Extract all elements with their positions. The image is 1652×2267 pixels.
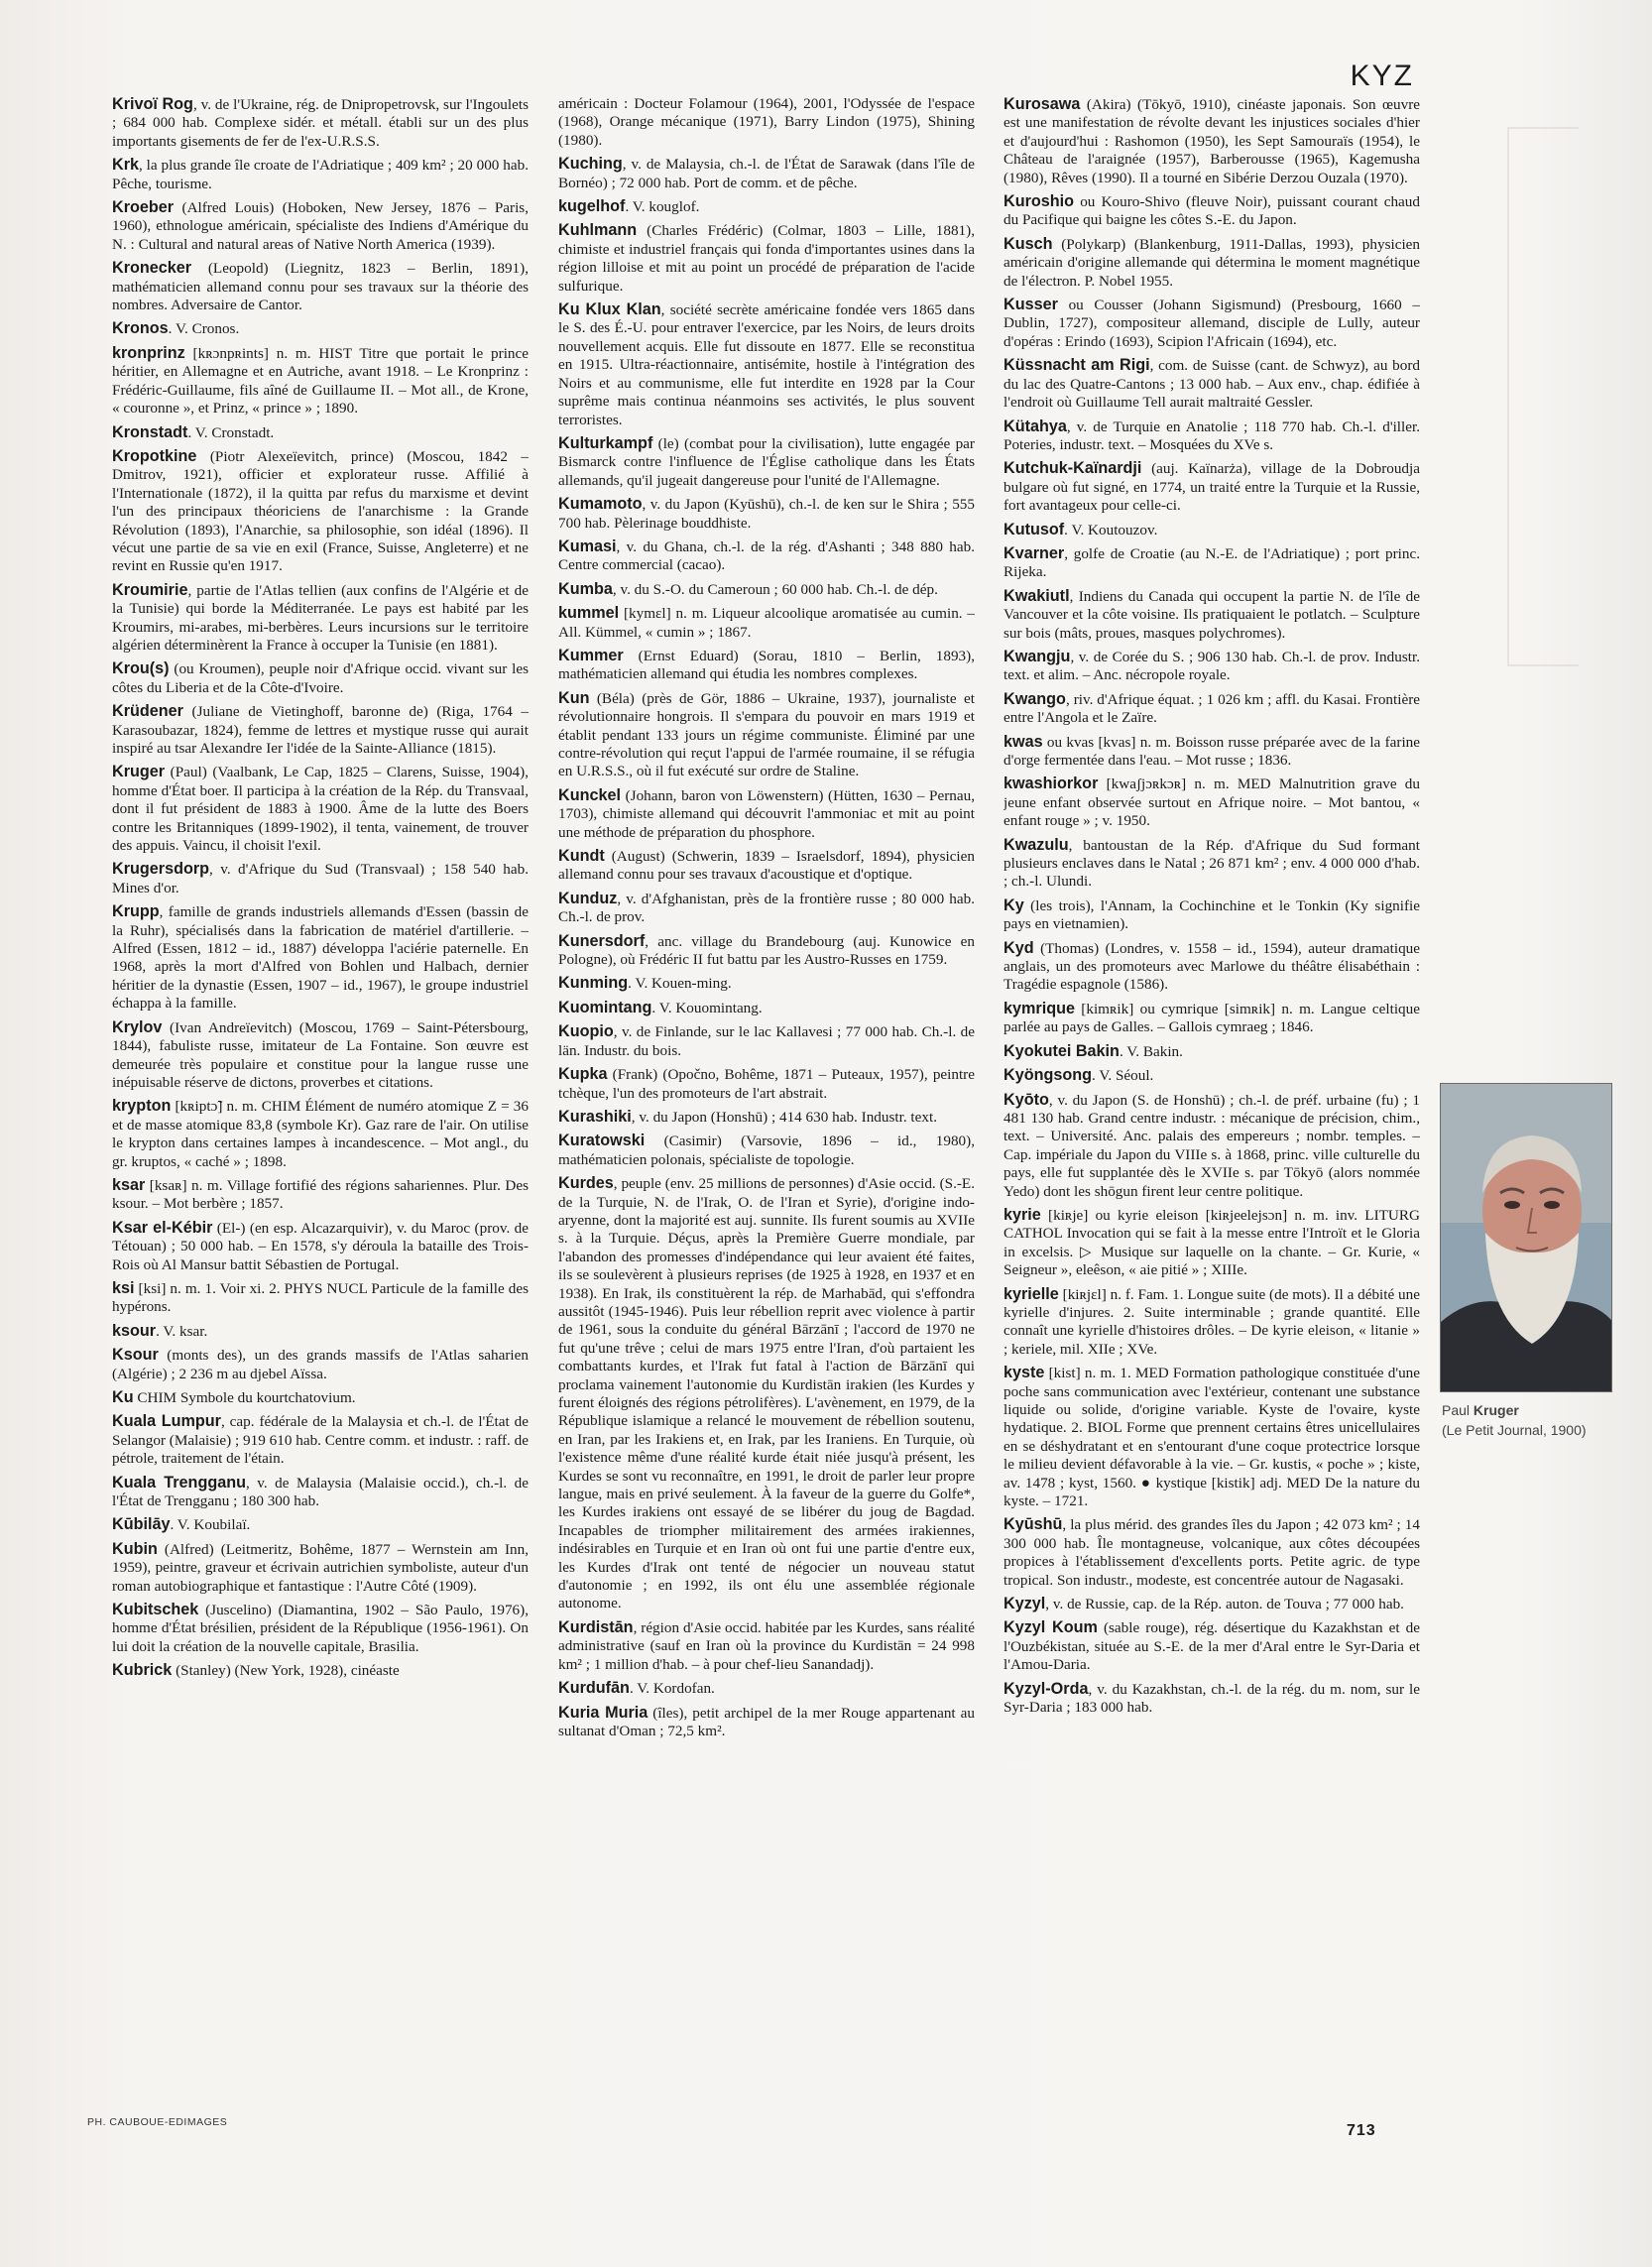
entry-definition: [ksaʀ] n. m. Village fortifié des régions sahariennes. Plur. Des ksour. – Mot berbère ; 1857. (112, 1176, 529, 1213)
dictionary-entry (1003, 836, 1420, 892)
portrait-photo (1440, 1083, 1612, 1392)
entry-definition: (Leopold) (Liegnitz, 1823 – Berlin, 1891), mathématicien allemand connu pour ses travaux sur la théorie des nombres. Adversaire de Cantor. (112, 260, 529, 314)
entry-headword: Kummer (558, 646, 624, 664)
entry-definition: . V. Kouomintang. (651, 999, 763, 1016)
entry-headword: Kurosawa (1003, 95, 1081, 113)
entry-headword: Kwangju (1003, 647, 1071, 665)
entry-headword: ksi (112, 1278, 135, 1297)
entry-definition: , cap. fédérale de la Malaysia et ch.-l. de l'État de Selangor (Malaisie) ; 919 610 hab. Centre comm. et industr. : raff. de pétrole, traitement de l'étain. (112, 1413, 529, 1468)
caption-source: (Le Petit Journal, 1900) (1442, 1422, 1587, 1438)
dictionary-entry (112, 902, 529, 1013)
entry-definition: (les trois), l'Annam, la Cochinchine et le Tonkin (Ky signifie pays en vietnamien). (1003, 896, 1420, 933)
entry-headword: Kurdufān (558, 1679, 630, 1698)
dictionary-entry (558, 786, 975, 842)
entry-headword: Ku (112, 1388, 134, 1406)
entry-definition: (Ivan Andreïevitch) (Moscou, 1769 – Saint-Pétersbourg, 1844), fabuliste russe, imitateur de La Fontaine. Son œuvre est demeurée très populaire et constitue pour la langue russe une inépuisable réserve de dictons, proverbes et citations. (112, 1018, 529, 1091)
entry-headword: Kronecker (112, 259, 192, 278)
entry-definition: , v. d'Afghanistan, près de la frontière russe ; 80 000 hab. Ch.-l. de prov. (558, 890, 975, 926)
entry-definition: (Paul) (Vaalbank, Le Cap, 1825 – Clarens, Suisse, 1904), homme d'État boer. Il participa à la création de la Rép. du Transvaal, dont il fut président de 1883 à 1900. Âme de la lutte des Boers contre les Britanniques (1899-1902), il tenta, vainement, de trouver des appuis. Vaincu, il choisit l'exil. (112, 764, 529, 855)
dictionary-entry (1003, 690, 1420, 728)
entry-headword: Kundt (558, 847, 605, 866)
entry-headword: Kuratowski (558, 1132, 646, 1150)
entry-headword: Küssnacht am Rigi (1003, 356, 1150, 375)
entry-definition: (Polykarp) (Blankenburg, 1911-Dallas, 1993), physicien américain d'origine allemande qui détermina le moment magnétique de l'électron. P. Nobel 1955. (1003, 235, 1420, 290)
entry-definition: , bantoustan de la Rép. d'Afrique du Sud formant plusieurs enclaves dans le Natal ; 26 871 km² ; env. 4 000 000 d'hab. ; ch.-l. Ulundi. (1003, 836, 1420, 891)
dictionary-entry (112, 1219, 529, 1274)
dictionary-entry (1003, 235, 1420, 291)
entry-headword: Kunming (558, 974, 629, 993)
entry-headword: Kunersdorf (558, 931, 646, 950)
dictionary-entry (558, 1704, 975, 1741)
dictionary-entry (112, 1018, 529, 1093)
entry-definition: . V. Cronstadt. (187, 423, 275, 441)
dictionary-entry (1003, 775, 1420, 830)
entry-definition: . V. Séoul. (1092, 1067, 1154, 1085)
entry-definition: (îles), petit archipel de la mer Rouge appartenant au sultanat d'Oman ; 72,5 km². (558, 1704, 975, 1739)
dictionary-entry (558, 1022, 975, 1060)
entry-definition: (Juscelino) (Diamantina, 1902 – São Paulo, 1976), homme d'État brésilien, président de la République (1956-1961). On lui doit la création de la nouvelle capitale, Brasilia. (112, 1602, 529, 1655)
entry-definition: , Indiens du Canada qui occupent la partie N. de l'île de Vancouver et la côte voisine. Ils pratiquaient le potlatch. – Sculpture sur bois (mâts, proues, masques polychromes). (1003, 587, 1420, 642)
dictionary-entry (558, 647, 975, 684)
entry-headword: Ky (1003, 895, 1024, 914)
entry-definition: , la plus grande île croate de l'Adriatique ; 409 km² ; 20 000 hab. Pêche, tourisme. (112, 157, 529, 192)
entry-definition: (Casimir) (Varsovie, 1896 – id., 1980), mathématicien polonais, spécialiste de topologie. (558, 1133, 975, 1168)
entry-headword: Krivoï Rog (112, 95, 193, 113)
entry-definition: (Johann, baron von Löwenstern) (Hütten, 1630 – Pernau, 1703), chimiste allemand qui découvrit l'ammoniac et mit au point une méthode de préparation du phosphore. (558, 786, 975, 841)
dictionary-entry (1003, 1595, 1420, 1613)
dictionary-entry (1003, 296, 1420, 351)
entry-definition: , v. de Malaysia, ch.-l. de l'État de Sarawak (dans l'île de Bornéo) ; 72 000 hab. Port de comm. et de pêche. (558, 156, 975, 191)
dictionary-entry (112, 1540, 529, 1596)
dictionary-entry (1003, 1364, 1420, 1510)
dictionary-entry (112, 423, 529, 442)
dictionary-entry (558, 580, 975, 599)
entry-headword: Kusser (1003, 296, 1058, 314)
dictionary-entry (1003, 1680, 1420, 1718)
dictionary-entry (112, 702, 529, 758)
entry-definition: , v. d'Afrique du Sud (Transvaal) ; 158 540 hab. Mines d'or. (112, 861, 529, 896)
dictionary-entry (1003, 587, 1420, 643)
entry-definition: (August) (Schwerin, 1839 – Israelsdorf, 1894), physicien allemand connu pour ses travaux d'acoustique et d'optique. (558, 848, 975, 884)
entry-definition: , v. du S.-O. du Cameroun ; 60 000 hab. Ch.-l. de dép. (612, 580, 938, 598)
entry-headword: kugelhof (558, 197, 626, 216)
entry-definition: ou kvas [kvas] n. m. Boisson russe préparée avec de la farine d'orge fermentée dans l'eau. – Mot russe ; 1836. (1003, 733, 1420, 769)
entry-headword: Kurashiki (558, 1107, 632, 1126)
dictionary-entry (1003, 95, 1420, 187)
entry-definition: (Akira) (Tōkyō, 1910), cinéaste japonais. Son œuvre est une manifestation de révolte devant les injustices sociales d'hier et d'aujourd'hui : Rashomon (1950), les Sept Samouraïs (1954), le Château de l'araignée (1957), Barberousse (1965), Kagemusha (1980), Rêves (1990). Il a tourné en Sibérie Derzou Ouzala (1970). (1003, 96, 1420, 186)
entry-headword: Kubin (112, 1539, 158, 1558)
running-header: KYZ (1350, 60, 1414, 92)
entry-definition: , peuple (env. 25 millions de personnes) d'Asie occid. (S.-E. de la Turquie, N. de l'Irak, O. de l'Iran et Syrie), d'origine indo-aryenne, dont la majorité est auj. sunnite. Ils furent soumis au XVIIe s. à la Turquie. Déçus, après la Première Guerre mondiale, par l'abandon des promesses d'indépendance qui leur avaient été faites, ils se soulevèrent à plusieurs reprises (de 1925 à 1928, en 1937 et en 1938). En Irak, ils constituèrent la rép. de Marhabād, qui s'effondra aussitôt (1945-1946). Puis leur rébellion reprit avec violence à partir de 1961, sous la conduite du général Bārzānī ; l'accord de 1970 ne fut qu'une trêve ; celui de mars 1975 entre l'Iran, d'où partaient les combattants kurdes, et l'Irak fut fatal à l'action de Bārzānī qui proclama vainement l'autonomie du Kurdistān irakien (les Kurdes y furent éloignés des régions pétrolifères). L'avènement, en 1979, de la République islamique a relancé le mouvement de rébellion soutenu, en Iran, par les Irakiens et, en Irak, par les Iraniens. En Turquie, où l'existence même d'une réalité kurde était niée jusqu'à présent, les Kurdes se sont vu reconnaître, en 1991, le droit de parler leur propre langue, mais en privé seulement. À la faveur de la guerre du Golfe*, les Kurdes irakiens ont essayé de se libérer du joug de Bagdad. Incapables de triompher militairement des armées irakiennes, indésirables en Turquie et en Iran où ont fui une partie d'entre eux, les Kurdes d'Irak ont tenté de négocier un nouveau statut d'autonomie ; en 1992, ils ont élu une assemblée régionale autonome. (558, 1175, 975, 1612)
entry-headword: kyrielle (1003, 1284, 1059, 1303)
dictionary-entry (1003, 939, 1420, 995)
dictionary-entry (558, 221, 975, 296)
dictionary-entry (1003, 1000, 1420, 1037)
entry-headword: Kyd (1003, 938, 1034, 957)
entry-headword: Ksour (112, 1346, 159, 1365)
entry-definition: (Béla) (près de Gör, 1886 – Ukraine, 1937), journaliste et révolutionnaire hongrois. Il s'empara du pouvoir en mars 1919 et établit pendant 133 jours un régime communiste. Éliminé par une contre-révolution qui reçut l'appui de l'armée roumaine, il se réfugia en U.R.S.S., où il fut exécuté sur ordre de Staline. (558, 689, 975, 780)
entry-headword: Ksar el-Kébir (112, 1218, 213, 1237)
caption-name: Kruger (1473, 1402, 1519, 1418)
entry-definition: . V. kouglof. (625, 198, 700, 216)
dictionary-entry (112, 95, 529, 151)
entry-headword: Kutchuk-Kaïnardji (1003, 459, 1142, 478)
entry-headword: Kunduz (558, 889, 618, 907)
dictionary-entry (1003, 459, 1420, 515)
entry-definition: (El-) (en esp. Alcazarquivir), v. du Maroc (prov. de Tétouan) ; 50 000 hab. – En 1578, s'y déroula la bataille des Trois-Rois où Al Mansur battit Sébastien de Portugal. (112, 1219, 529, 1273)
entry-headword: Kütahya (1003, 417, 1067, 435)
entry-definition: , partie de l'Atlas tellien (aux confins de l'Algérie et de la Tunisie) qui borde la Méditerranée. Le pays est habité par les Kroumirs, mi-arabes, mi-berbères. Leurs incursions sur le territoire algérien déterminèrent la France à occuper la Tunisie (en 1881). (112, 581, 529, 654)
entry-definition: , v. du Japon (Honshū) ; 414 630 hab. Industr. text. (631, 1108, 938, 1126)
dictionary-entry (1003, 896, 1420, 934)
entry-headword: Kurdes (558, 1174, 614, 1193)
entry-headword: Krüdener (112, 702, 183, 721)
photo-credit: PH. CAUBOUE-EDIMAGES (87, 2116, 228, 2128)
dictionary-entry (558, 974, 975, 993)
entry-definition: , v. de Russie, cap. de la Rép. auton. de Touva ; 77 000 hab. (1045, 1596, 1404, 1613)
dictionary-entry (558, 155, 975, 192)
entry-headword: Ku Klux Klan (558, 300, 661, 319)
entry-definition: [kwaʃjɔʀkɔʀ] n. m. MED Malnutrition grave du jeune enfant observée surtout en Afrique noire. – Mot bantou, « enfant rouge » ; v. 1950. (1003, 776, 1420, 830)
dictionary-entry (1003, 1206, 1420, 1280)
entry-headword: Kubitschek (112, 1601, 199, 1619)
entry-definition: (sable rouge), rég. désertique du Kazakhstan et de l'Ouzbékistan, située au S.-E. de la mer d'Aral entre le Syr-Daria et l'Amou-Daria. (1003, 1619, 1420, 1674)
dictionary-entry (558, 1132, 975, 1169)
dictionary-entry (112, 319, 529, 338)
entry-definition: , riv. d'Afrique équat. ; 1 026 km ; affl. du Kasai. Frontière entre l'Angola et le Zaïre. (1003, 690, 1420, 727)
portrait-illustration (1441, 1084, 1611, 1391)
dictionary-entry (112, 860, 529, 897)
entry-headword: Kropotkine (112, 446, 197, 465)
dictionary-entry (112, 659, 529, 697)
entry-headword: Kuroshio (1003, 192, 1075, 211)
entry-headword: Kuopio (558, 1022, 614, 1041)
entry-headword: Kumamoto (558, 495, 643, 514)
dictionary-entry (558, 1065, 975, 1103)
entry-definition: , v. du Japon (S. de Honshū) ; ch.-l. de préf. urbaine (fu) ; 1 481 130 hab. Grand centre industr. : mécanique de précision, chim., text. – Université. Anc. palais des empereurs ; nombr. temples. – Cap. impériale du Japon du VIIIe s. à 1868, princ. ville culturelle du pays, elle fut supplantée dès le XVIIe s. par Tōkyō (alors nommée Yedo) dont les shōgun firent leur centre politique. (1003, 1091, 1420, 1200)
entry-headword: Krou(s) (112, 659, 170, 678)
entry-definition: ou Cousser (Johann Sigismund) (Presbourg, 1660 – Dublin, 1727), compositeur allemand, disciple de Lully, auteur d'opéras : Erindo (1693), Scipion l'Africain (1694), etc. (1003, 297, 1420, 350)
entry-definition: , golfe de Croatie (au N.-E. de l'Adriatique) ; port princ. Rijeka. (1003, 544, 1420, 581)
dictionary-entry (558, 932, 975, 970)
entry-headword: Kwango (1003, 689, 1066, 708)
entry-definition: , v. du Japon (Kyūshū), ch.-l. de ken sur le Shira ; 555 700 hab. Pèlerinage bouddhiste. (558, 496, 975, 532)
dictionary-entry (1003, 418, 1420, 455)
entry-headword: Kutusof (1003, 520, 1065, 538)
dictionary-entry (112, 1176, 529, 1214)
dictionary-entry (1003, 1091, 1420, 1201)
entry-definition: (ou Kroumen), peuple noir d'Afrique occid. vivant sur les côtes du Liberia et de la Côte-d'Ivoire. (112, 660, 529, 696)
entry-headword: Krugersdorp (112, 860, 210, 879)
entry-definition: (Alfred Louis) (Hoboken, New Jersey, 1876 – Paris, 1960), ethnologue américain, spécialiste des Indiens d'Amérique du N. : Cultural and natural areas of Native North America (1939). (112, 199, 529, 253)
photo-caption (1442, 1400, 1640, 1440)
entry-headword: Kupka (558, 1065, 608, 1084)
dictionary-entry (558, 300, 975, 429)
dictionary-entry (1003, 1285, 1420, 1360)
entry-headword: Kyūshū (1003, 1515, 1063, 1534)
dictionary-entry (112, 1515, 529, 1534)
entry-headword: Kyöngsong (1003, 1066, 1093, 1085)
entry-definition: (Charles Frédéric) (Colmar, 1803 – Lille, 1881), chimiste et industriel français qui fonda d'importantes usines dans la région lilloise et mit au point un procédé de préparation de l'acide sulfurique. (558, 222, 975, 295)
dictionary-entry (1003, 648, 1420, 685)
dictionary-entry (112, 447, 529, 576)
page-number: 713 (1347, 2122, 1376, 2139)
column-2 (558, 95, 975, 2108)
entry-headword: Kubrick (112, 1661, 173, 1680)
entry-definition: [kiʀjɛl] n. f. Fam. 1. Longue suite (de mots). Il a débité une kyrielle d'injures. 2. Suite interminable ; grande quantité. Elle connaît une kyrielle d'histoires drôles. – De kyrie eleison, « litanie » ; keriele, mil. XIIe ; XVe. (1003, 1285, 1420, 1358)
dictionary-entry (558, 434, 975, 490)
dictionary-entry (558, 999, 975, 1017)
dictionary-entry (558, 847, 975, 885)
entry-definition: , com. de Suisse (cant. de Schwyz), au bord du lac des Quatre-Cantons ; 13 000 hab. – Aux env., chap. édifiée à l'endroit où Guillaume Tell aurait maltraité Gessler. (1003, 357, 1420, 412)
dictionary-entry (112, 1412, 529, 1468)
entry-definition: , v. de Corée du S. ; 906 130 hab. Ch.-l. de prov. Industr. text. et alim. – Anc. nécropole royale. (1003, 648, 1420, 684)
entry-headword: kyrie (1003, 1205, 1041, 1224)
entry-definition: (Stanley) (New York, 1928), cinéaste (172, 1662, 400, 1680)
entry-headword: Kuala Trengganu (112, 1473, 246, 1491)
entry-headword: Krupp (112, 902, 160, 921)
entry-headword: Kruger (112, 763, 166, 781)
entry-definition: . V. Koutouzov. (1064, 521, 1158, 538)
entry-definition: . V. Koubilaï. (170, 1516, 251, 1534)
dictionary-entry (1003, 356, 1420, 412)
entry-definition: [kimʀik] ou cymrique [simʀik] n. m. Langue celtique parlée au pays de Galles. – Gallois cymraeg ; 1846. (1003, 1000, 1420, 1036)
entry-definition: , société secrète américaine fondée vers 1865 dans le S. des É.-U. pour entraver l'exercice, par les Noirs, de leurs droits nouvellement acquis. Elle fut dissoute en 1877. Elle se reconstitua en 1915. Ultra-réactionnaire, antisémite, hostile à l'intégration des Noirs et au communisme, elle fut interdite en 1928 par la Cour suprême mais continua néanmoins ses activités, le plus souvent terroristes. (558, 301, 975, 428)
entry-definition: , v. du Kazakhstan, ch.-l. de la rég. du m. nom, sur le Syr-Daria ; 183 000 hab. (1003, 1680, 1420, 1717)
dictionary-entry (112, 581, 529, 656)
dictionary-entry (558, 197, 975, 216)
entry-headword: Kumasi (558, 537, 617, 555)
dictionary-entry (1003, 192, 1420, 230)
entry-headword: Kvarner (1003, 543, 1065, 562)
caption-prefix: Paul (1442, 1402, 1474, 1418)
dictionary-entry (112, 1279, 529, 1317)
entry-headword: ksar (112, 1175, 146, 1194)
dictionary-entry (1003, 544, 1420, 582)
dictionary-entry (112, 1097, 529, 1171)
entry-definition: (le) (combat pour la civilisation), lutte engagée par Bismarck contre l'influence de l'Église catholique dans les États allemands, qu'il jugeait dangereuse pour l'unité de l'Allemagne. (558, 434, 975, 489)
column-3 (1003, 95, 1420, 2108)
dictionary-entry (112, 1601, 529, 1656)
entry-definition: , v. de l'Ukraine, rég. de Dnipropetrovsk, sur l'Ingoulets ; 684 000 hab. Complexe sidér. et métall. établi sur un des plus importants gisements de fer de l'ex-U.R.S.S. (112, 96, 529, 150)
entry-definition: , famille de grands industriels allemands d'Essen (bassin de la Ruhr), spécialisés dans la fabrication de matériel d'artillerie. – Alfred (Essen, 1812 – id., 1887) développa l'aciérie paternelle. En 1968, après la mort d'Alfred von Bohlen und Halbach, dernier héritier de la dynastie (Essen, 1907 – id., 1967), le groupe industriel échappa à la famille. (112, 903, 529, 1013)
dictionary-entry (112, 259, 529, 314)
entry-definition: [kiʀje] ou kyrie eleison [kiʀjeelejsɔn] n. m. inv. LITURG CATHOL Invocation qui se fait à la messe entre l'Introït et le Gloria in excelsis. ▷ Musique sur laquelle on la chante. – Gr. Kurie, « Seigneur », eleêson, « aie pitié » ; XIIIe. (1003, 1206, 1420, 1279)
dictionary-entry (112, 1388, 529, 1407)
entry-definition: ou Kouro-Shivo (fleuve Noir), puissant courant chaud du Pacifique qui baigne les côtes S.-E. du Japon. (1003, 193, 1420, 229)
entry-definition: . V. Kordofan. (629, 1680, 715, 1698)
entry-headword: ksour (112, 1321, 157, 1340)
dictionary-entry (1003, 521, 1420, 539)
dictionary-entry (112, 156, 529, 193)
dictionary-entry (558, 95, 975, 150)
entry-definition: américain : Docteur Folamour (1964), 2001, l'Odyssée de l'espace (1968), Orange mécanique (1971), Barry Lindon (1975), Shining (1980). (558, 95, 975, 149)
entry-headword: Kroumirie (112, 580, 188, 599)
entry-headword: Kyōto (1003, 1090, 1049, 1109)
dictionary-entry (112, 763, 529, 855)
entry-headword: Kwakiutl (1003, 586, 1070, 605)
entry-headword: kymrique (1003, 999, 1075, 1017)
entry-headword: Kuria Muria (558, 1703, 649, 1722)
entry-headword: Kuhlmann (558, 221, 638, 240)
entry-definition: (Thomas) (Londres, v. 1558 – id., 1594), auteur dramatique anglais, un des promoteurs avec Marlowe du théâtre élisabéthain : Tragédie espagnole (1586). (1003, 939, 1420, 994)
entry-definition: . V. Cronos. (168, 320, 240, 338)
dictionary-entry (112, 198, 529, 254)
entry-headword: krypton (112, 1097, 172, 1116)
dictionary-entry (112, 344, 529, 418)
entry-definition: (Alfred) (Leitmeritz, Bohême, 1877 – Wernstein am Inn, 1959), peintre, graveur et écrivain autrichien symboliste, auteur d'un roman autobiographique et fantastique : l'Autre Côté (1909). (112, 1540, 529, 1595)
entry-headword: Kyzyl (1003, 1595, 1046, 1613)
dictionary-entry (1003, 1042, 1420, 1061)
entry-headword: Kyzyl Koum (1003, 1618, 1098, 1637)
entry-definition: (Ernst Eduard) (Sorau, 1810 – Berlin, 1893), mathématicien allemand qui étudia les nombres complexes. (558, 647, 975, 683)
entry-headword: Kuomintang (558, 998, 652, 1016)
column-1 (112, 95, 529, 2108)
entry-definition: , la plus mérid. des grandes îles du Japon ; 42 073 km² ; 14 300 000 hab. Île montagneuse, volcanique, aux côtes découpées propices à l'établissement d'excellents ports. Petite agric. de type tropical. Son industr., modeste, est concentrée autour de Nagasaki. (1003, 1516, 1420, 1589)
entry-headword: kwas (1003, 732, 1043, 751)
entry-headword: Kumba (558, 579, 613, 598)
entry-definition: CHIM Symbole du kourtchatovium. (133, 1389, 356, 1406)
entry-definition: , région d'Asie occid. habitée par les Kurdes, sans réalité administrative (sauf en Iran où la province du Kurdistān = 24 998 km² ; 1 million d'hab. – à pour chef-lieu Sanandadj). (558, 1618, 975, 1673)
dictionary-entry (1003, 1618, 1420, 1674)
entry-headword: Kyzyl-Orda (1003, 1679, 1089, 1698)
dictionary-entry (558, 537, 975, 575)
entry-headword: Kunckel (558, 785, 621, 804)
entry-definition: [kist] n. m. 1. MED Formation pathologique constituée d'une poche sans communication avec l'extérieur, contenant une substance liquide ou solide, d'origine variable. Kyste de l'ovaire, kyste hydatique. 2. BIOL Forme que prennent certains êtres unicellulaires en se déshydratant et en s'entourant d'une coque protectrice lorsque le milieu devient défavorable à la vie. – Gr. kustis, « poche » ; kiste, av. 1478 ; kyst, 1560. ● kystique [kistik] adj. MED De la nature du kyste. – 1721. (1003, 1365, 1420, 1510)
entry-headword: kummel (558, 604, 620, 623)
entry-headword: kronprinz (112, 343, 185, 362)
entry-definition: , anc. village du Brandebourg (auj. Kunowice en Pologne), où Frédéric II fut battu par les Austro-Russes en 1759. (558, 932, 975, 969)
entry-definition: . V. Kouen-ming. (628, 975, 732, 993)
dictionary-entry (112, 1322, 529, 1341)
entry-definition: , v. de Finlande, sur le lac Kallavesi ; 77 000 hab. Ch.-l. de län. Industr. du bois. (558, 1023, 975, 1059)
entry-definition: [kymɛl] n. m. Liqueur alcoolique aromatisée au cumin. – All. Kümmel, « cumin » ; 1867. (558, 605, 975, 641)
entry-headword: Kulturkampf (558, 433, 653, 452)
dictionary-entry (558, 1174, 975, 1613)
entry-definition: . V. ksar. (156, 1322, 208, 1340)
dictionary-entry (558, 604, 975, 642)
dictionary-entry (112, 1346, 529, 1383)
entry-definition: [kʀiptɔ̃] n. m. CHIM Élément de numéro atomique Z = 36 et de masse atomique 83,8 (symbole Kr). Gaz rare de l'air. On utilise le krypton dans certaines lampes à incandescence. – Mot angl., du gr. kruptos, « caché » ; 1898. (112, 1098, 529, 1170)
entry-definition: (Frank) (Opočno, Bohême, 1871 – Puteaux, 1957), peintre tchèque, l'un des promoteurs de l'art abstrait. (558, 1066, 975, 1102)
dictionary-entry (558, 689, 975, 781)
entry-definition: [kʀɔnpʀints] n. m. HIST Titre que portait le prince héritier, en Allemagne et en Autriche, avant 1918. – Le Kronprinz : Frédéric-Guillaume, fils aîné de Guillaume II. – Mot all., de Krone, « couronne », et Prinz, « prince » ; 1890. (112, 344, 529, 418)
entry-headword: Krylov (112, 1017, 163, 1036)
entry-headword: kwashiorkor (1003, 775, 1099, 793)
entry-headword: Kroeber (112, 198, 175, 217)
dictionary-entry (558, 495, 975, 533)
entry-definition: [ksi] n. m. 1. Voir xi. 2. PHYS NUCL Particule de la famille des hypérons. (112, 1279, 529, 1316)
entry-headword: Kun (558, 688, 590, 707)
entry-headword: Kronstadt (112, 422, 188, 441)
entry-definition: , v. de Turquie en Anatolie ; 118 770 hab. Ch.-l. d'iller. Poteries, industr. text. – Mosquées du XVe s. (1003, 418, 1420, 453)
entry-headword: Krk (112, 156, 139, 175)
entry-headword: Kwazulu (1003, 835, 1069, 854)
dictionary-entry (558, 1108, 975, 1127)
entry-definition: (Juliane de Vietinghoff, baronne de) (Riga, 1764 – Karasoubazar, 1824), femme de lettres et mystique russe qui aurait inspiré au tsar Alexandre Ier l'idée de la Sainte-Alliance (1815). (112, 703, 529, 757)
dictionary-entry (1003, 1066, 1420, 1085)
entry-definition: , v. du Ghana, ch.-l. de la rég. d'Ashanti ; 348 880 hab. Centre commercial (cacao). (558, 537, 975, 574)
entry-definition: . V. Bakin. (1119, 1042, 1183, 1060)
entry-headword: Kuala Lumpur (112, 1412, 221, 1431)
dictionary-entry (558, 1618, 975, 1674)
dictionary-entry (112, 1474, 529, 1511)
entry-headword: Kuching (558, 155, 623, 174)
entry-headword: Kusch (1003, 234, 1053, 253)
entry-definition: (Piotr Alexeïevitch, prince) (Moscou, 1842 – Dmitrov, 1921), officier et explorateur russe. Affilié à l'Internationale (1872), il la quitta par refus du marxisme et devint l'un des principaux théoriciens de l'anarchisme : la Grande Révolution (1893), l'Anarchie, sa philosophie, son idéal (1896). Il vécut une partie de sa vie en exil (France, Suisse, Angleterre) et ne revint en Russie qu'en 1917. (112, 447, 529, 575)
entry-definition: , v. de Malaysia (Malaisie occid.), ch.-l. de l'État de Trengganu ; 180 300 hab. (112, 1474, 529, 1510)
dictionary-entry (112, 1661, 529, 1680)
page-edge-frame (1507, 127, 1579, 666)
entry-definition: (auj. Kaïnarża), village de la Dobroudja bulgare où fut signé, en 1774, un traité entre la Turquie et la Russie, fort avantageux pour celle-ci. (1003, 460, 1420, 515)
entry-headword: Kyokutei Bakin (1003, 1041, 1120, 1060)
dictionary-entry (558, 890, 975, 927)
entry-headword: Kūbilāy (112, 1515, 171, 1534)
dictionary-entry (1003, 733, 1420, 771)
entry-definition: (monts des), un des grands massifs de l'Atlas saharien (Algérie) ; 2 236 m au djebel Aïssa. (112, 1347, 529, 1382)
dictionary-entry (558, 1679, 975, 1698)
entry-headword: kyste (1003, 1364, 1045, 1382)
entry-headword: Kurdistān (558, 1617, 634, 1636)
dictionary-entry (1003, 1515, 1420, 1590)
entry-headword: Kronos (112, 319, 169, 338)
